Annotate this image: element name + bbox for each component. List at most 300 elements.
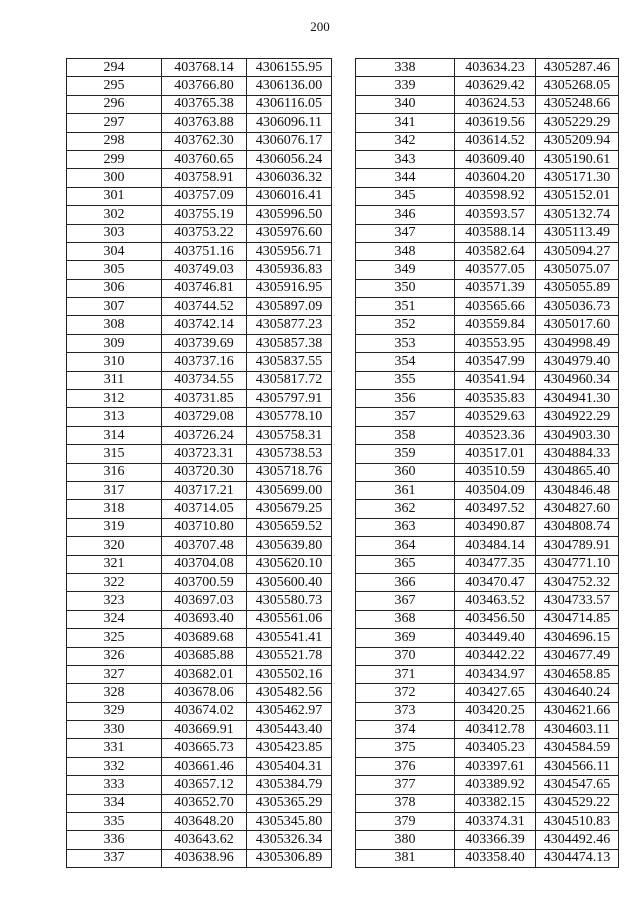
x-coordinate-cell: 403768.14 <box>162 59 247 77</box>
table-row <box>356 59 619 77</box>
table-row <box>356 481 619 499</box>
table-row <box>67 776 332 794</box>
table-row <box>356 187 619 205</box>
coordinates-table-right <box>355 58 619 868</box>
table-row <box>67 77 332 95</box>
table-row <box>67 537 332 555</box>
x-coordinate-cell: 403726.24 <box>162 426 247 444</box>
page-number: 200 <box>310 19 330 34</box>
y-coordinate-cell: 4305778.10 <box>247 408 332 426</box>
y-coordinate-cell: 4305620.10 <box>247 555 332 573</box>
table-row <box>356 334 619 352</box>
point-number-cell: 346 <box>356 206 455 224</box>
table-row <box>356 114 619 132</box>
table-row <box>356 169 619 187</box>
y-coordinate-cell: 4304566.11 <box>536 757 619 775</box>
point-number-cell: 370 <box>356 647 455 665</box>
point-number-cell: 328 <box>67 684 162 702</box>
x-coordinate-cell: 403700.59 <box>162 573 247 591</box>
table-row <box>356 776 619 794</box>
table-row <box>67 739 332 757</box>
y-coordinate-cell: 4305365.29 <box>247 794 332 812</box>
point-number-cell: 303 <box>67 224 162 242</box>
y-coordinate-cell: 4305718.76 <box>247 463 332 481</box>
x-coordinate-cell: 403374.31 <box>455 813 536 831</box>
y-coordinate-cell: 4304529.22 <box>536 794 619 812</box>
x-coordinate-cell: 403397.61 <box>455 757 536 775</box>
point-number-cell: 342 <box>356 132 455 150</box>
x-coordinate-cell: 403382.15 <box>455 794 536 812</box>
y-coordinate-cell: 4305171.30 <box>536 169 619 187</box>
x-coordinate-cell: 403665.73 <box>162 739 247 757</box>
table-row <box>356 206 619 224</box>
point-number-cell: 319 <box>67 518 162 536</box>
point-number-cell: 311 <box>67 371 162 389</box>
table-row <box>67 298 332 316</box>
table-body-right <box>356 59 619 868</box>
point-number-cell: 349 <box>356 261 455 279</box>
y-coordinate-cell: 4304752.32 <box>536 573 619 591</box>
point-number-cell: 321 <box>67 555 162 573</box>
y-coordinate-cell: 4305699.00 <box>247 481 332 499</box>
point-number-cell: 297 <box>67 114 162 132</box>
x-coordinate-cell: 403678.06 <box>162 684 247 702</box>
y-coordinate-cell: 4306056.24 <box>247 150 332 168</box>
table-row <box>356 813 619 831</box>
point-number-cell: 315 <box>67 445 162 463</box>
y-coordinate-cell: 4305384.79 <box>247 776 332 794</box>
table-row <box>356 316 619 334</box>
x-coordinate-cell: 403442.22 <box>455 647 536 665</box>
x-coordinate-cell: 403497.52 <box>455 500 536 518</box>
point-number-cell: 364 <box>356 537 455 555</box>
table-row <box>67 794 332 812</box>
point-number-cell: 332 <box>67 757 162 775</box>
point-number-cell: 333 <box>67 776 162 794</box>
point-number-cell: 373 <box>356 702 455 720</box>
x-coordinate-cell: 403609.40 <box>455 150 536 168</box>
table-row <box>67 316 332 334</box>
y-coordinate-cell: 4304922.29 <box>536 408 619 426</box>
y-coordinate-cell: 4305190.61 <box>536 150 619 168</box>
y-coordinate-cell: 4305877.23 <box>247 316 332 334</box>
x-coordinate-cell: 403710.80 <box>162 518 247 536</box>
y-coordinate-cell: 4304474.13 <box>536 849 619 867</box>
point-number-cell: 323 <box>67 592 162 610</box>
point-number-cell: 335 <box>67 813 162 831</box>
point-number-cell: 317 <box>67 481 162 499</box>
table-row <box>67 426 332 444</box>
point-number-cell: 334 <box>67 794 162 812</box>
table-row <box>356 555 619 573</box>
y-coordinate-cell: 4304979.40 <box>536 353 619 371</box>
point-number-cell: 376 <box>356 757 455 775</box>
y-coordinate-cell: 4305639.80 <box>247 537 332 555</box>
point-number-cell: 363 <box>356 518 455 536</box>
x-coordinate-cell: 403731.85 <box>162 390 247 408</box>
x-coordinate-cell: 403682.01 <box>162 665 247 683</box>
x-coordinate-cell: 403634.23 <box>455 59 536 77</box>
x-coordinate-cell: 403434.97 <box>455 665 536 683</box>
y-coordinate-cell: 4305482.56 <box>247 684 332 702</box>
table-row <box>67 95 332 113</box>
y-coordinate-cell: 4306136.00 <box>247 77 332 95</box>
y-coordinate-cell: 4305976.60 <box>247 224 332 242</box>
table-row <box>356 95 619 113</box>
point-number-cell: 371 <box>356 665 455 683</box>
x-coordinate-cell: 403704.08 <box>162 555 247 573</box>
x-coordinate-cell: 403604.20 <box>455 169 536 187</box>
y-coordinate-cell: 4304998.49 <box>536 334 619 352</box>
y-coordinate-cell: 4304884.33 <box>536 445 619 463</box>
x-coordinate-cell: 403697.03 <box>162 592 247 610</box>
point-number-cell: 310 <box>67 353 162 371</box>
table-row <box>356 573 619 591</box>
point-number-cell: 340 <box>356 95 455 113</box>
y-coordinate-cell: 4306155.95 <box>247 59 332 77</box>
point-number-cell: 309 <box>67 334 162 352</box>
y-coordinate-cell: 4304510.83 <box>536 813 619 831</box>
point-number-cell: 368 <box>356 610 455 628</box>
table-row <box>356 721 619 739</box>
y-coordinate-cell: 4305075.07 <box>536 261 619 279</box>
point-number-cell: 344 <box>356 169 455 187</box>
x-coordinate-cell: 403389.92 <box>455 776 536 794</box>
x-coordinate-cell: 403529.63 <box>455 408 536 426</box>
x-coordinate-cell: 403484.14 <box>455 537 536 555</box>
y-coordinate-cell: 4305580.73 <box>247 592 332 610</box>
y-coordinate-cell: 4304808.74 <box>536 518 619 536</box>
y-coordinate-cell: 4305996.50 <box>247 206 332 224</box>
y-coordinate-cell: 4304903.30 <box>536 426 619 444</box>
table-row <box>67 224 332 242</box>
x-coordinate-cell: 403358.40 <box>455 849 536 867</box>
point-number-cell: 326 <box>67 647 162 665</box>
point-number-cell: 365 <box>356 555 455 573</box>
x-coordinate-cell: 403707.48 <box>162 537 247 555</box>
x-coordinate-cell: 403366.39 <box>455 831 536 849</box>
point-number-cell: 348 <box>356 242 455 260</box>
x-coordinate-cell: 403517.01 <box>455 445 536 463</box>
x-coordinate-cell: 403765.38 <box>162 95 247 113</box>
table-row <box>67 813 332 831</box>
y-coordinate-cell: 4305443.40 <box>247 721 332 739</box>
table-row <box>67 573 332 591</box>
table-row <box>67 445 332 463</box>
point-number-cell: 320 <box>67 537 162 555</box>
x-coordinate-cell: 403553.95 <box>455 334 536 352</box>
point-number-cell: 377 <box>356 776 455 794</box>
x-coordinate-cell: 403470.47 <box>455 573 536 591</box>
x-coordinate-cell: 403763.88 <box>162 114 247 132</box>
y-coordinate-cell: 4305462.97 <box>247 702 332 720</box>
x-coordinate-cell: 403734.55 <box>162 371 247 389</box>
point-number-cell: 302 <box>67 206 162 224</box>
y-coordinate-cell: 4305837.55 <box>247 353 332 371</box>
table-row <box>67 481 332 499</box>
point-number-cell: 366 <box>356 573 455 591</box>
point-number-cell: 325 <box>67 629 162 647</box>
point-number-cell: 295 <box>67 77 162 95</box>
y-coordinate-cell: 4305817.72 <box>247 371 332 389</box>
y-coordinate-cell: 4304789.91 <box>536 537 619 555</box>
point-number-cell: 352 <box>356 316 455 334</box>
x-coordinate-cell: 403412.78 <box>455 721 536 739</box>
x-coordinate-cell: 403693.40 <box>162 610 247 628</box>
point-number-cell: 361 <box>356 481 455 499</box>
table-row <box>67 463 332 481</box>
x-coordinate-cell: 403755.19 <box>162 206 247 224</box>
y-coordinate-cell: 4304846.48 <box>536 481 619 499</box>
point-number-cell: 379 <box>356 813 455 831</box>
x-coordinate-cell: 403449.40 <box>455 629 536 647</box>
x-coordinate-cell: 403652.70 <box>162 794 247 812</box>
y-coordinate-cell: 4305036.73 <box>536 298 619 316</box>
table-row <box>67 500 332 518</box>
table-row <box>67 187 332 205</box>
y-coordinate-cell: 4305679.25 <box>247 500 332 518</box>
x-coordinate-cell: 403490.87 <box>455 518 536 536</box>
point-number-cell: 300 <box>67 169 162 187</box>
table-row <box>67 206 332 224</box>
point-number-cell: 307 <box>67 298 162 316</box>
y-coordinate-cell: 4304714.85 <box>536 610 619 628</box>
x-coordinate-cell: 403742.14 <box>162 316 247 334</box>
point-number-cell: 381 <box>356 849 455 867</box>
x-coordinate-cell: 403541.94 <box>455 371 536 389</box>
table-row <box>356 426 619 444</box>
table-row <box>356 757 619 775</box>
point-number-cell: 330 <box>67 721 162 739</box>
x-coordinate-cell: 403427.65 <box>455 684 536 702</box>
point-number-cell: 324 <box>67 610 162 628</box>
y-coordinate-cell: 4304584.59 <box>536 739 619 757</box>
point-number-cell: 316 <box>67 463 162 481</box>
x-coordinate-cell: 403766.80 <box>162 77 247 95</box>
point-number-cell: 347 <box>356 224 455 242</box>
x-coordinate-cell: 403588.14 <box>455 224 536 242</box>
x-coordinate-cell: 403571.39 <box>455 279 536 297</box>
point-number-cell: 360 <box>356 463 455 481</box>
point-number-cell: 350 <box>356 279 455 297</box>
table-row <box>67 757 332 775</box>
y-coordinate-cell: 4305132.74 <box>536 206 619 224</box>
x-coordinate-cell: 403593.57 <box>455 206 536 224</box>
x-coordinate-cell: 403648.20 <box>162 813 247 831</box>
table-body-left <box>67 59 332 868</box>
y-coordinate-cell: 4305152.01 <box>536 187 619 205</box>
x-coordinate-cell: 403614.52 <box>455 132 536 150</box>
y-coordinate-cell: 4304941.30 <box>536 390 619 408</box>
table-row <box>356 537 619 555</box>
point-number-cell: 356 <box>356 390 455 408</box>
point-number-cell: 357 <box>356 408 455 426</box>
y-coordinate-cell: 4305561.06 <box>247 610 332 628</box>
point-number-cell: 372 <box>356 684 455 702</box>
point-number-cell: 313 <box>67 408 162 426</box>
table-row <box>356 610 619 628</box>
x-coordinate-cell: 403720.30 <box>162 463 247 481</box>
y-coordinate-cell: 4305248.66 <box>536 95 619 113</box>
table-row <box>356 463 619 481</box>
y-coordinate-cell: 4305345.80 <box>247 813 332 831</box>
table-row <box>356 242 619 260</box>
table-row <box>67 261 332 279</box>
x-coordinate-cell: 403547.99 <box>455 353 536 371</box>
point-number-cell: 341 <box>356 114 455 132</box>
y-coordinate-cell: 4305055.89 <box>536 279 619 297</box>
table-row <box>67 242 332 260</box>
table-row <box>356 77 619 95</box>
table-row <box>67 647 332 665</box>
table-row <box>67 721 332 739</box>
y-coordinate-cell: 4305797.91 <box>247 390 332 408</box>
point-number-cell: 351 <box>356 298 455 316</box>
table-row <box>67 150 332 168</box>
table-row <box>67 610 332 628</box>
point-number-cell: 343 <box>356 150 455 168</box>
x-coordinate-cell: 403758.91 <box>162 169 247 187</box>
table-row <box>67 279 332 297</box>
x-coordinate-cell: 403510.59 <box>455 463 536 481</box>
table-row <box>356 353 619 371</box>
point-number-cell: 378 <box>356 794 455 812</box>
table-row <box>67 518 332 536</box>
table-row <box>356 298 619 316</box>
y-coordinate-cell: 4305956.71 <box>247 242 332 260</box>
table-row <box>356 445 619 463</box>
table-row <box>67 169 332 187</box>
y-coordinate-cell: 4304771.10 <box>536 555 619 573</box>
table-row <box>356 592 619 610</box>
table-row <box>356 849 619 867</box>
y-coordinate-cell: 4306016.41 <box>247 187 332 205</box>
table-row <box>67 702 332 720</box>
point-number-cell: 362 <box>356 500 455 518</box>
y-coordinate-cell: 4304492.46 <box>536 831 619 849</box>
table-row <box>356 132 619 150</box>
point-number-cell: 304 <box>67 242 162 260</box>
y-coordinate-cell: 4304640.24 <box>536 684 619 702</box>
table-row <box>67 353 332 371</box>
point-number-cell: 374 <box>356 721 455 739</box>
point-number-cell: 298 <box>67 132 162 150</box>
point-number-cell: 353 <box>356 334 455 352</box>
point-number-cell: 339 <box>356 77 455 95</box>
x-coordinate-cell: 403744.52 <box>162 298 247 316</box>
y-coordinate-cell: 4304733.57 <box>536 592 619 610</box>
x-coordinate-cell: 403685.88 <box>162 647 247 665</box>
x-coordinate-cell: 403739.69 <box>162 334 247 352</box>
y-coordinate-cell: 4305738.53 <box>247 445 332 463</box>
x-coordinate-cell: 403661.46 <box>162 757 247 775</box>
y-coordinate-cell: 4306116.05 <box>247 95 332 113</box>
y-coordinate-cell: 4305113.49 <box>536 224 619 242</box>
x-coordinate-cell: 403751.16 <box>162 242 247 260</box>
table-row <box>67 408 332 426</box>
table-row <box>67 132 332 150</box>
y-coordinate-cell: 4305306.89 <box>247 849 332 867</box>
x-coordinate-cell: 403624.53 <box>455 95 536 113</box>
x-coordinate-cell: 403523.36 <box>455 426 536 444</box>
point-number-cell: 305 <box>67 261 162 279</box>
point-number-cell: 329 <box>67 702 162 720</box>
x-coordinate-cell: 403619.56 <box>455 114 536 132</box>
x-coordinate-cell: 403629.42 <box>455 77 536 95</box>
x-coordinate-cell: 403749.03 <box>162 261 247 279</box>
y-coordinate-cell: 4305857.38 <box>247 334 332 352</box>
table-row <box>67 592 332 610</box>
y-coordinate-cell: 4305094.27 <box>536 242 619 260</box>
x-coordinate-cell: 403689.68 <box>162 629 247 647</box>
point-number-cell: 355 <box>356 371 455 389</box>
y-coordinate-cell: 4305897.09 <box>247 298 332 316</box>
table-row <box>356 408 619 426</box>
y-coordinate-cell: 4304827.60 <box>536 500 619 518</box>
y-coordinate-cell: 4305287.46 <box>536 59 619 77</box>
table-row <box>356 647 619 665</box>
x-coordinate-cell: 403405.23 <box>455 739 536 757</box>
y-coordinate-cell: 4306096.11 <box>247 114 332 132</box>
x-coordinate-cell: 403669.91 <box>162 721 247 739</box>
table-row <box>356 629 619 647</box>
table-row <box>356 665 619 683</box>
y-coordinate-cell: 4304658.85 <box>536 665 619 683</box>
table-row <box>356 371 619 389</box>
point-number-cell: 354 <box>356 353 455 371</box>
x-coordinate-cell: 403737.16 <box>162 353 247 371</box>
point-number-cell: 296 <box>67 95 162 113</box>
y-coordinate-cell: 4305423.85 <box>247 739 332 757</box>
y-coordinate-cell: 4305404.31 <box>247 757 332 775</box>
x-coordinate-cell: 403477.35 <box>455 555 536 573</box>
y-coordinate-cell: 4305326.34 <box>247 831 332 849</box>
x-coordinate-cell: 403638.96 <box>162 849 247 867</box>
x-coordinate-cell: 403657.12 <box>162 776 247 794</box>
table-row <box>356 702 619 720</box>
point-number-cell: 337 <box>67 849 162 867</box>
point-number-cell: 358 <box>356 426 455 444</box>
x-coordinate-cell: 403760.65 <box>162 150 247 168</box>
x-coordinate-cell: 403753.22 <box>162 224 247 242</box>
table-row <box>67 684 332 702</box>
point-number-cell: 312 <box>67 390 162 408</box>
point-number-cell: 359 <box>356 445 455 463</box>
x-coordinate-cell: 403746.81 <box>162 279 247 297</box>
x-coordinate-cell: 403420.25 <box>455 702 536 720</box>
y-coordinate-cell: 4305229.29 <box>536 114 619 132</box>
table-row <box>67 665 332 683</box>
table-row <box>67 59 332 77</box>
table-row <box>356 224 619 242</box>
point-number-cell: 306 <box>67 279 162 297</box>
y-coordinate-cell: 4305502.16 <box>247 665 332 683</box>
y-coordinate-cell: 4306036.32 <box>247 169 332 187</box>
table-row <box>356 500 619 518</box>
point-number-cell: 336 <box>67 831 162 849</box>
table-row <box>67 371 332 389</box>
y-coordinate-cell: 4306076.17 <box>247 132 332 150</box>
y-coordinate-cell: 4305659.52 <box>247 518 332 536</box>
table-row <box>356 518 619 536</box>
x-coordinate-cell: 403504.09 <box>455 481 536 499</box>
table-row <box>67 849 332 867</box>
y-coordinate-cell: 4305541.41 <box>247 629 332 647</box>
table-row <box>356 150 619 168</box>
x-coordinate-cell: 403714.05 <box>162 500 247 518</box>
point-number-cell: 314 <box>67 426 162 444</box>
point-number-cell: 294 <box>67 59 162 77</box>
